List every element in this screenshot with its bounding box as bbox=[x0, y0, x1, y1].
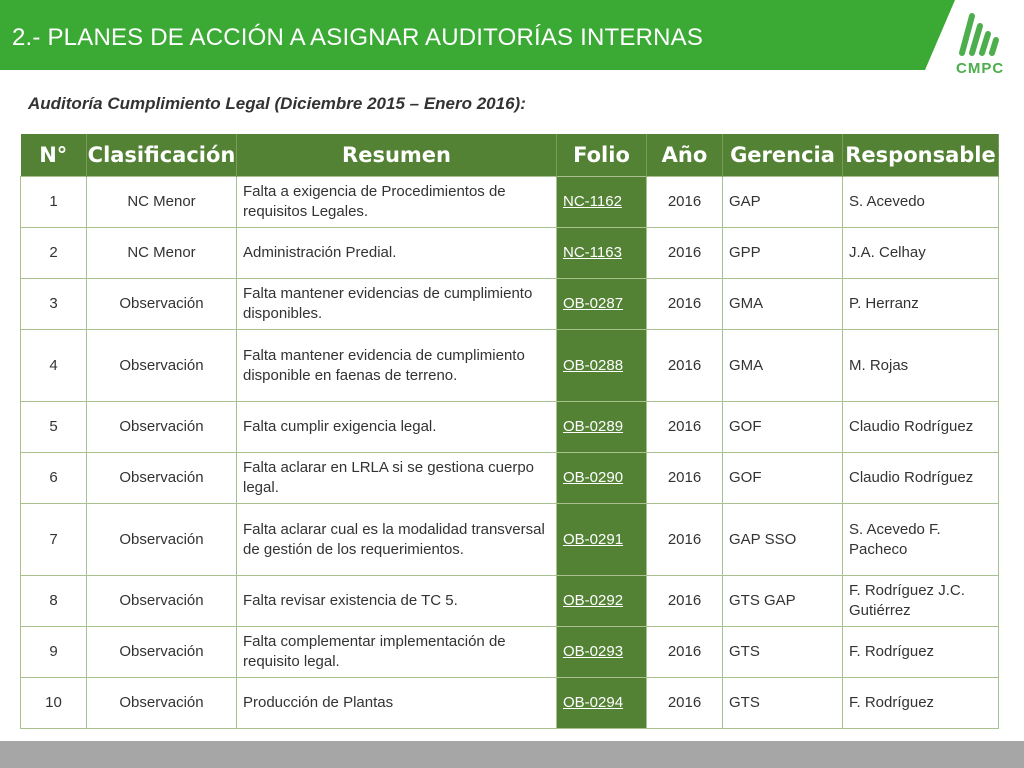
row-gerencia: GMA bbox=[723, 330, 843, 402]
row-gerencia: GOF bbox=[723, 402, 843, 453]
table-row bbox=[21, 330, 999, 402]
row-folio bbox=[557, 453, 647, 504]
row-resumen: Falta complementar implementación de requisito legal. bbox=[237, 627, 557, 678]
row-clasificacion: Observación bbox=[87, 504, 237, 576]
row-responsable: M. Rojas bbox=[843, 330, 999, 402]
folio-link[interactable]: OB-0288 bbox=[563, 356, 624, 374]
row-responsable: F. Rodríguez J.C. Gutiérrez bbox=[843, 576, 999, 627]
row-resumen: Falta a exigencia de Procedimientos de requisitos Legales. bbox=[237, 177, 557, 228]
page-title: 2.- PLANES DE ACCIÓN A ASIGNAR AUDITORÍAS INTERNAS bbox=[12, 24, 704, 51]
row-gerencia: GOF bbox=[723, 453, 843, 504]
table-row bbox=[21, 678, 999, 729]
table-row bbox=[21, 228, 999, 279]
table-header-row bbox=[21, 134, 999, 177]
row-num: 1 bbox=[21, 177, 87, 228]
row-clasificacion: Observación bbox=[87, 576, 237, 627]
logo-text: CMPC bbox=[956, 60, 1005, 77]
row-gerencia: GAP bbox=[723, 177, 843, 228]
row-resumen: Falta mantener evidencia de cumplimiento disponible en faenas de terreno. bbox=[237, 330, 557, 402]
header-bar bbox=[0, 0, 1024, 70]
row-num: 10 bbox=[21, 678, 87, 729]
folio-link[interactable]: OB-0287 bbox=[563, 295, 624, 312]
table-row bbox=[21, 279, 999, 330]
row-gerencia: GAP SSO bbox=[723, 504, 843, 576]
row-resumen: Falta aclarar cual es la modalidad transversal de gestión de los requerimientos. bbox=[237, 504, 557, 576]
row-anio: 2016 bbox=[647, 504, 723, 576]
header-num: N° bbox=[21, 134, 87, 177]
row-gerencia: GTS bbox=[723, 678, 843, 729]
row-num: 9 bbox=[21, 627, 87, 678]
row-resumen: Falta mantener evidencias de cumplimiento disponibles. bbox=[237, 279, 557, 330]
row-anio: 2016 bbox=[647, 576, 723, 627]
folio-link[interactable]: OB-0291 bbox=[563, 530, 624, 548]
row-folio bbox=[557, 228, 647, 279]
row-num: 6 bbox=[21, 453, 87, 504]
row-responsable: P. Herranz bbox=[843, 279, 999, 330]
row-folio bbox=[557, 678, 647, 729]
table-row bbox=[21, 576, 999, 627]
table-row bbox=[21, 504, 999, 576]
row-anio: 2016 bbox=[647, 627, 723, 678]
row-folio bbox=[557, 330, 647, 402]
row-responsable: J.A. Celhay bbox=[843, 228, 999, 279]
row-anio: 2016 bbox=[647, 402, 723, 453]
row-clasificacion: Observación bbox=[87, 402, 237, 453]
row-folio bbox=[557, 279, 647, 330]
row-responsable: F. Rodríguez bbox=[843, 627, 999, 678]
folio-link[interactable]: NC-1162 bbox=[563, 193, 622, 210]
row-gerencia: GPP bbox=[723, 228, 843, 279]
row-num: 8 bbox=[21, 576, 87, 627]
table-row bbox=[21, 402, 999, 453]
table-row bbox=[21, 453, 999, 504]
folio-link[interactable]: OB-0289 bbox=[563, 418, 624, 435]
folio-link[interactable]: OB-0292 bbox=[563, 592, 624, 609]
row-num: 3 bbox=[21, 279, 87, 330]
folio-link[interactable]: OB-0294 bbox=[563, 694, 624, 711]
row-responsable: S. Acevedo bbox=[843, 177, 999, 228]
footer-bar bbox=[0, 741, 1024, 768]
row-folio bbox=[557, 504, 647, 576]
row-resumen: Producción de Plantas bbox=[237, 678, 557, 729]
header-anio: Año bbox=[647, 134, 723, 177]
row-resumen: Falta revisar existencia de TC 5. bbox=[237, 576, 557, 627]
row-clasificacion: Observación bbox=[87, 627, 237, 678]
row-anio: 2016 bbox=[647, 330, 723, 402]
row-resumen: Administración Predial. bbox=[237, 228, 557, 279]
folio-link[interactable]: OB-0290 bbox=[563, 469, 624, 486]
header-clasificacion: Clasificación bbox=[87, 134, 237, 177]
row-anio: 2016 bbox=[647, 678, 723, 729]
row-num: 4 bbox=[21, 330, 87, 402]
row-anio: 2016 bbox=[647, 228, 723, 279]
row-clasificacion: Observación bbox=[87, 453, 237, 504]
audit-subtitle: Auditoría Cumplimiento Legal (Diciembre 2015 – Enero 2016): bbox=[28, 94, 526, 113]
row-responsable: Claudio Rodríguez bbox=[843, 453, 999, 504]
row-clasificacion: Observación bbox=[87, 678, 237, 729]
header-resumen: Resumen bbox=[237, 134, 557, 177]
row-gerencia: GTS bbox=[723, 627, 843, 678]
row-anio: 2016 bbox=[647, 453, 723, 504]
row-clasificacion: NC Menor bbox=[87, 228, 237, 279]
row-anio: 2016 bbox=[647, 177, 723, 228]
row-num: 2 bbox=[21, 228, 87, 279]
row-anio: 2016 bbox=[647, 279, 723, 330]
row-resumen: Falta cumplir exigencia legal. bbox=[237, 402, 557, 453]
header-folio: Folio bbox=[557, 134, 647, 177]
row-responsable: Claudio Rodríguez bbox=[843, 402, 999, 453]
row-clasificacion: Observación bbox=[87, 279, 237, 330]
table-row bbox=[21, 177, 999, 228]
row-responsable: S. Acevedo F. Pacheco bbox=[843, 504, 999, 576]
row-folio bbox=[557, 627, 647, 678]
row-responsable: F. Rodríguez bbox=[843, 678, 999, 729]
row-gerencia: GTS GAP bbox=[723, 576, 843, 627]
table-row bbox=[21, 627, 999, 678]
action-plans-table bbox=[20, 134, 999, 729]
row-num: 7 bbox=[21, 504, 87, 576]
row-folio bbox=[557, 177, 647, 228]
row-clasificacion: NC Menor bbox=[87, 177, 237, 228]
row-gerencia: GMA bbox=[723, 279, 843, 330]
row-num: 5 bbox=[21, 402, 87, 453]
row-folio bbox=[557, 402, 647, 453]
header-responsable: Responsable bbox=[843, 134, 999, 177]
row-clasificacion: Observación bbox=[87, 330, 237, 402]
folio-link[interactable]: OB-0293 bbox=[563, 643, 624, 660]
row-resumen: Falta aclarar en LRLA si se gestiona cuerpo legal. bbox=[237, 453, 557, 504]
header-gerencia: Gerencia bbox=[723, 134, 843, 177]
row-folio bbox=[557, 576, 647, 627]
folio-link[interactable]: NC-1163 bbox=[563, 244, 622, 261]
